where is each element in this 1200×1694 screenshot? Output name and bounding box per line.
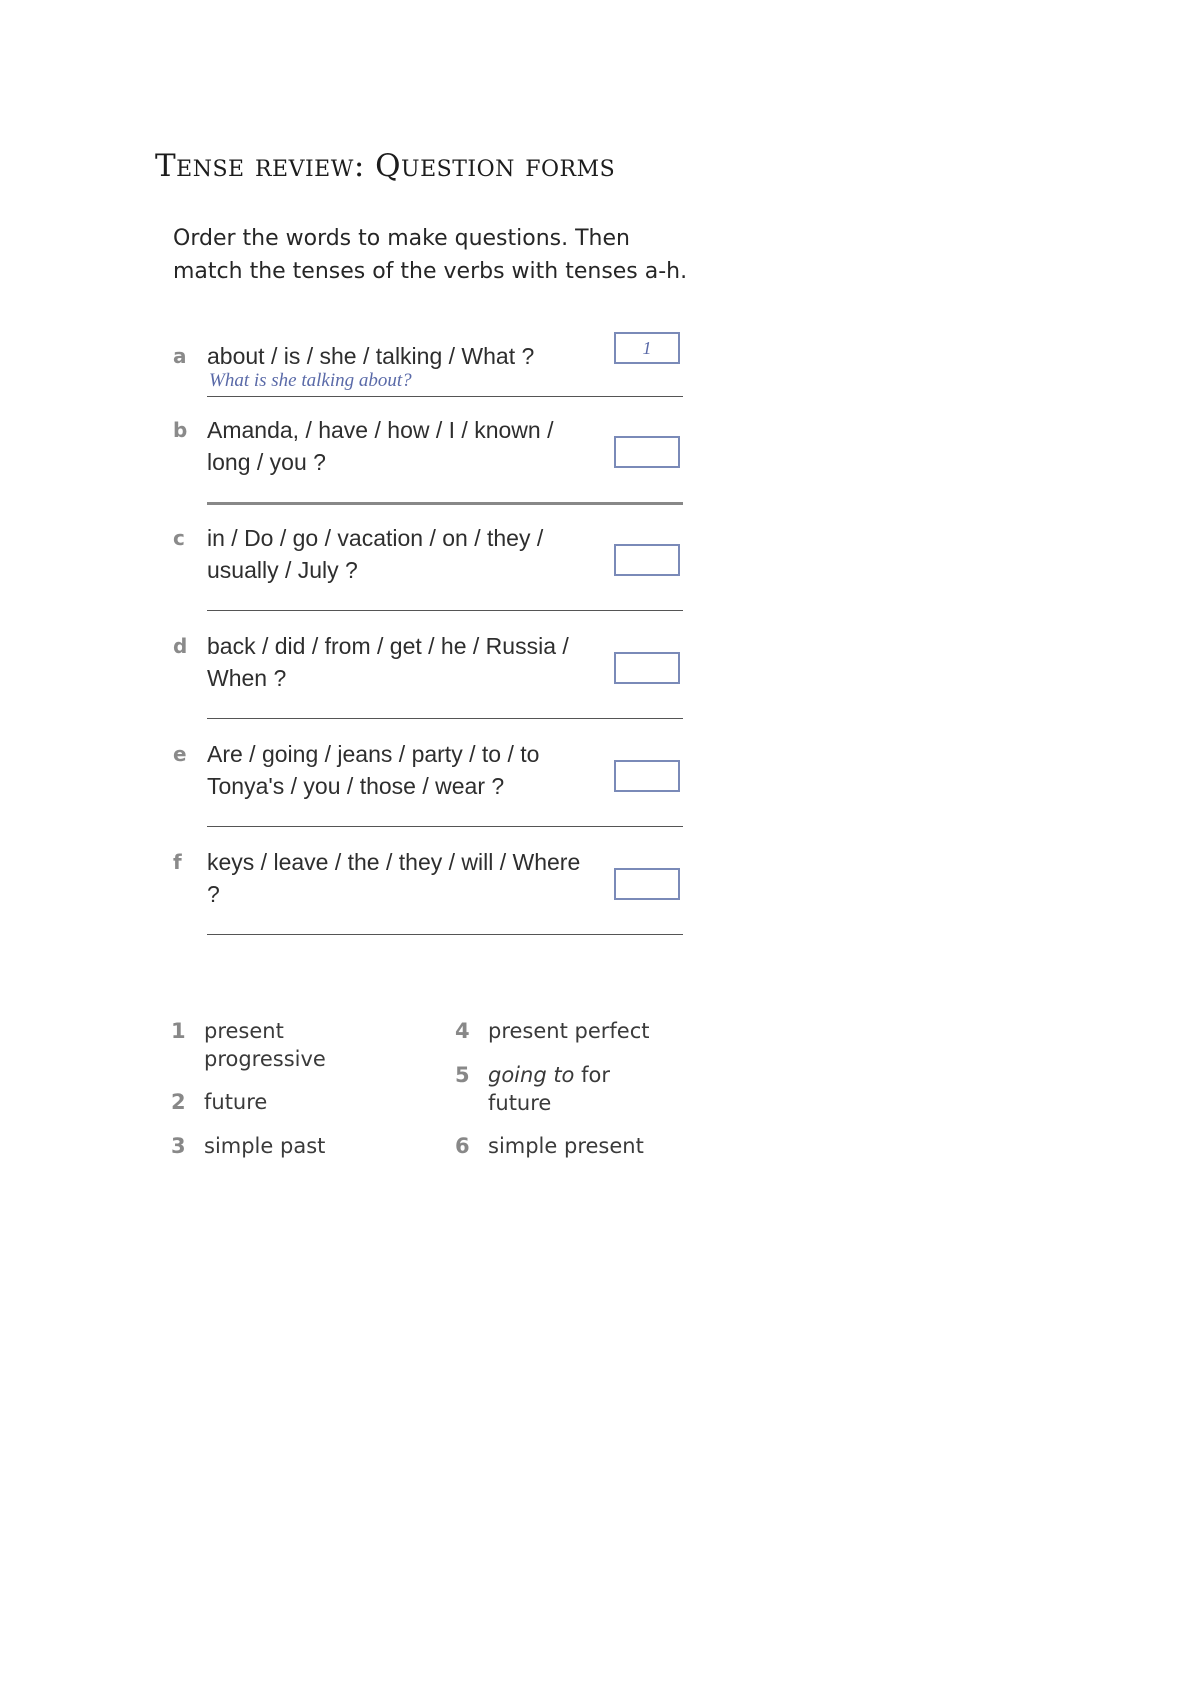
answer-line [207, 396, 683, 397]
tense-label-italic: going to [488, 1063, 575, 1087]
item-letter: f [173, 850, 182, 874]
tense-number: 6 [455, 1134, 470, 1158]
item-prompt: in / Do / go / vacation / on / they / usually / July ? [207, 525, 544, 583]
tense-answer-box[interactable] [614, 436, 680, 468]
tense-answer-box[interactable] [614, 652, 680, 684]
tense-label: present perfect [488, 1019, 650, 1043]
item-prompt: Are / going / jeans / party / to / to Tonya's / you / those / wear ? [207, 741, 540, 799]
answer-line [207, 502, 683, 505]
tense-label: present progressive [204, 1019, 326, 1071]
tense-answer-box[interactable]: 1 [614, 332, 680, 364]
answer-line [207, 934, 683, 935]
tense-label: future [204, 1090, 268, 1114]
answer-line [207, 826, 683, 827]
item-prompt: about / is / she / talking / What ? [207, 343, 535, 369]
tense-answer-box[interactable] [614, 544, 680, 576]
answer-text[interactable]: What is she talking about? [209, 370, 412, 391]
tense-label: simple past [204, 1134, 326, 1158]
tense-answer-box[interactable] [614, 760, 680, 792]
tense-label-rest: for future [488, 1063, 610, 1115]
item-prompt: keys / leave / the / they / will / Where ? [207, 849, 581, 907]
tense-label [488, 1061, 638, 1117]
item-letter: d [173, 634, 188, 658]
item-letter: c [173, 526, 185, 550]
item-prompt: back / did / from / get / he / Russia / When ? [207, 633, 569, 691]
answer-line [207, 718, 683, 719]
answer-line [207, 610, 683, 611]
tense-number: 4 [455, 1019, 470, 1043]
item-letter: e [173, 742, 187, 766]
tense-number: 2 [171, 1090, 186, 1114]
item-prompt: Amanda, / have / how / I / known / long / you ? [207, 417, 554, 475]
instructions: Order the words to make questions. Then match the tenses of the verbs with tenses a-h. [173, 226, 688, 284]
tense-number: 3 [171, 1134, 186, 1158]
item-letter: b [173, 418, 188, 442]
tense-number: 5 [455, 1063, 470, 1087]
tense-answer-box[interactable] [614, 868, 680, 900]
item-letter: a [173, 344, 187, 368]
tense-label: simple present [488, 1134, 644, 1158]
tense-number: 1 [171, 1019, 186, 1043]
page-title: Tense review: Question forms [155, 148, 616, 184]
